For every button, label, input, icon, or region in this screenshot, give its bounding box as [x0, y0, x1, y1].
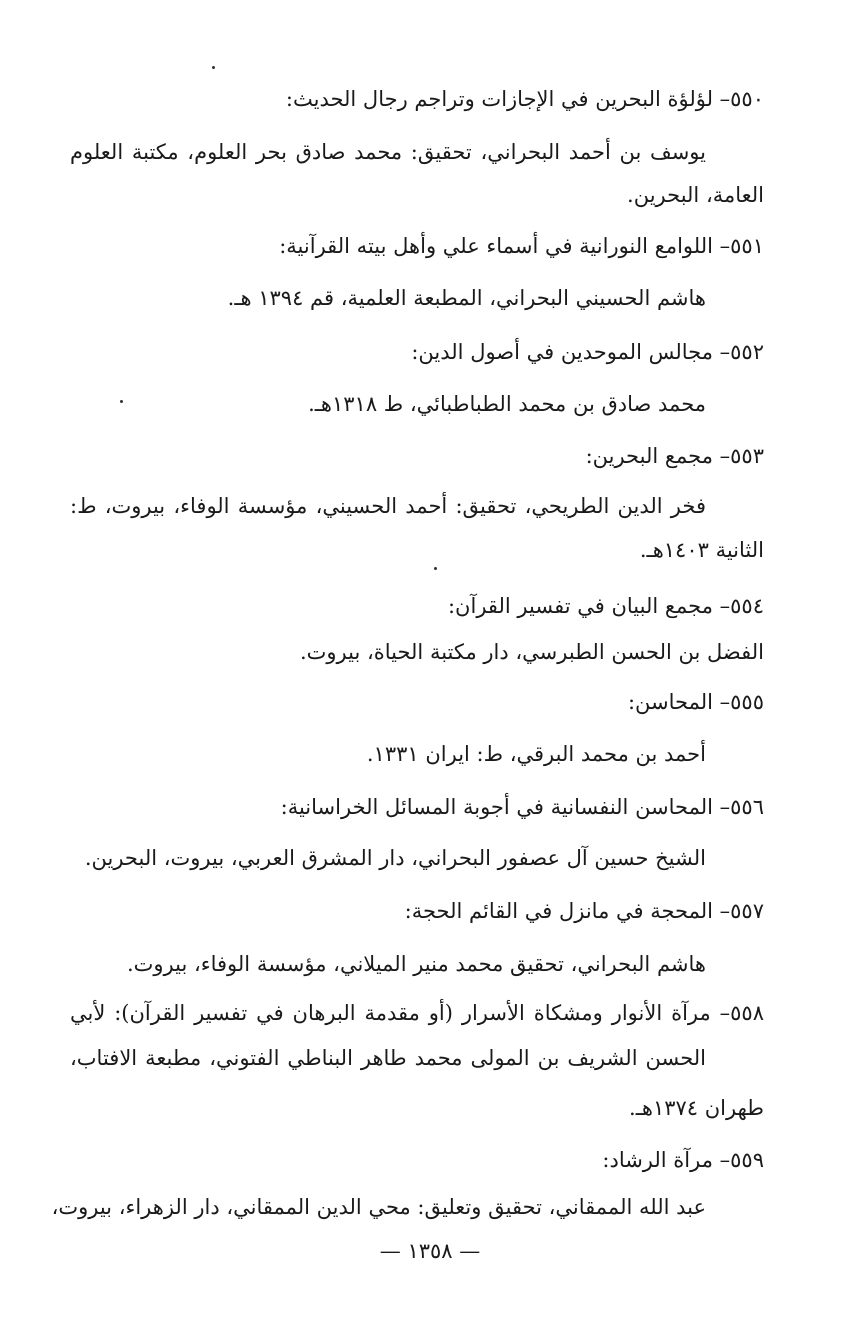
scan-speck — [120, 400, 123, 403]
page-number: — ١٣٥٨ — — [379, 1239, 481, 1263]
scan-speck — [212, 66, 215, 69]
entry-body: يوسف بن أحمد البحراني، تحقيق: محمد صادق بحر العلوم، مكتبة العلوم — [70, 140, 706, 164]
entry-body: الفضل بن الحسن الطبرسي، دار مكتبة الحياة، بيروت. — [299, 640, 764, 664]
entry-heading: ٥٥٣– مجمع البحرين: — [585, 444, 764, 468]
entry-body: أحمد بن محمد البرقي، ط: ايران ١٣٣١. — [366, 742, 706, 766]
scan-speck — [434, 567, 437, 570]
entry-body: هاشم الحسيني البحراني، المطبعة العلمية، قم ١٣٩٤ هـ. — [227, 286, 706, 310]
entry-heading: ٥٥٩– مرآة الرشاد: — [602, 1148, 764, 1172]
entry-heading: ٥٥٤– مجمع البيان في تفسير القرآن: — [447, 594, 764, 618]
entry-body: هاشم البحراني، تحقيق محمد منير الميلاني، مؤسسة الوفاء، بيروت. — [126, 952, 706, 976]
entry-body: طهران ١٣٧٤هـ. — [629, 1096, 764, 1120]
entry-heading: ٥٥١– اللوامع النورانية في أسماء علي وأهل بيته القرآنية: — [279, 234, 764, 258]
entry-body: فخر الدين الطريحي، تحقيق: أحمد الحسيني، مؤسسة الوفاء، بيروت، ط: — [70, 494, 706, 518]
entry-heading: ٥٥٠– لؤلؤة البحرين في الإجازات وتراجم رجال الحديث: — [285, 87, 764, 111]
entry-body: الشيخ حسين آل عصفور البحراني، دار المشرق العربي، بيروت، البحرين. — [84, 846, 706, 870]
entry-heading: ٥٥٢– مجالس الموحدين في أصول الدين: — [411, 340, 764, 364]
entry-body: الثانية ١٤٠٣هـ. — [639, 538, 764, 562]
entry-body: عبد الله الممقاني، تحقيق وتعليق: محي الدين الممقاني، دار الزهراء، بيروت، — [51, 1195, 706, 1219]
entry-heading: ٥٥٨– مرآة الأنوار ومشكاة الأسرار (أو مقدمة البرهان في تفسير القرآن): لأبي — [70, 1001, 764, 1025]
entry-body: محمد صادق بن محمد الطباطبائي، ط ١٣١٨هـ. — [308, 392, 706, 416]
entry-body: العامة، البحرين. — [627, 183, 764, 207]
entry-heading: ٥٥٦– المحاسن النفسانية في أجوبة المسائل الخراسانية: — [280, 795, 764, 819]
entry-heading: ٥٥٥– المحاسن: — [627, 690, 764, 714]
entry-body: الحسن الشريف بن المولى محمد طاهر البناطي الفتوني، مطبعة الافتاب، — [70, 1046, 706, 1070]
entry-heading: ٥٥٧– المحجة في مانزل في القائم الحجة: — [404, 899, 764, 923]
